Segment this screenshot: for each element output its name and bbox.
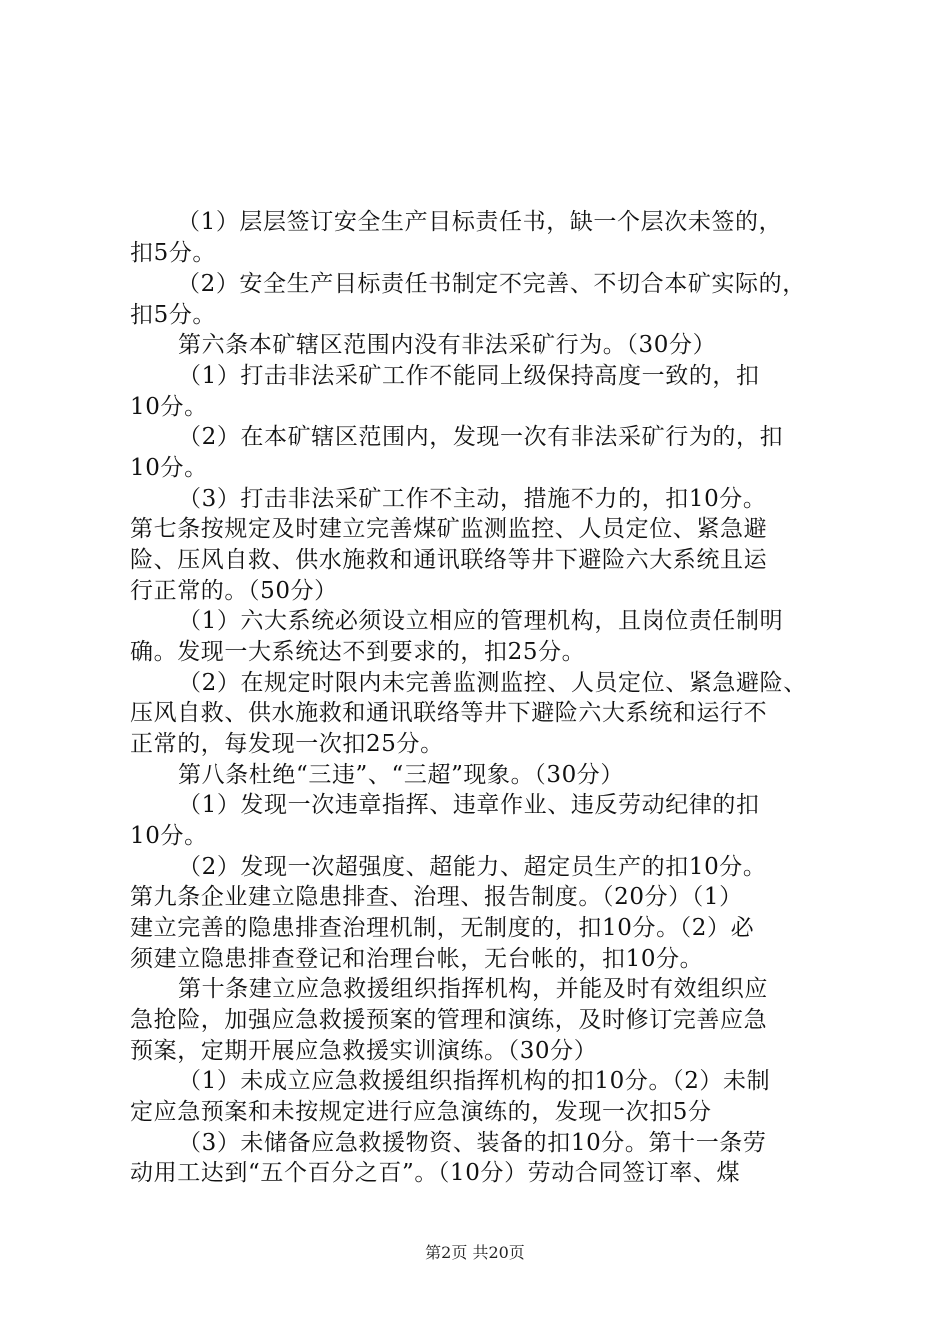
body-line-22: （2）发现一次超强度、超能力、超定员生产的扣10分。 [178,854,767,880]
body-line-18: 正常的，每发现一次扣25分。 [130,731,444,757]
body-line-20: （1）发现一次违章指挥、违章作业、违反劳动纪律的扣 [178,792,760,818]
body-line-3: （2）安全生产目标责任书制定不完善、不切合本矿实际的， [177,271,806,297]
body-line-6: （1）打击非法采矿工作不能同上级保持高度一致的，扣 [178,363,760,389]
body-line-5: 第六条本矿辖区范围内没有非法采矿行为。（30分） [178,332,717,358]
body-line-32: 动用工达到“五个百分之百”。（10分）劳动合同签订率、煤 [130,1160,741,1186]
body-line-16: （2）在规定时限内未完善监测监控、人员定位、紧急避险、 [178,670,807,696]
body-line-24: 建立完善的隐患排查治理机制，无制度的，扣10分。（2）必 [130,915,755,941]
body-line-11: 第七条按规定及时建立完善煤矿监测监控、人员定位、紧急避 [130,516,768,542]
body-line-21: 10分。 [130,823,208,849]
body-line-30: 定应急预案和未按规定进行应急演练的，发现一次扣5分 [130,1099,712,1125]
body-line-9: 10分。 [130,455,208,481]
body-line-2: 扣5分。 [130,240,217,266]
body-line-7: 10分。 [130,394,208,420]
body-line-1: （1）层层签订安全生产目标责任书，缺一个层次未签的， [177,209,783,235]
body-line-31: （3）未储备应急救援物资、装备的扣10分。第十一条劳 [178,1130,767,1156]
body-line-28: 预案，定期开展应急救援实训演练。（30分） [130,1038,598,1064]
body-line-25: 须建立隐患排查登记和治理台帐，无台帐的，扣10分。 [130,946,704,972]
body-line-23: 第九条企业建立隐患排查、治理、报告制度。（20分）（1） [130,884,743,910]
body-line-27: 急抢险，加强应急救援预案的管理和演练，及时修订完善应急 [130,1007,768,1033]
body-line-17: 压风自救、供水施救和通讯联络等井下避险六大系统和运行不 [130,700,768,726]
body-line-4: 扣5分。 [130,302,217,328]
body-line-19: 第八条杜绝“三违”、“三超”现象。（30分） [178,762,624,788]
body-line-15: 确。发现一大系统达不到要求的，扣25分。 [130,639,586,665]
body-line-12: 险、压风自救、供水施救和通讯联络等井下避险六大系统且运 [130,547,768,573]
body-line-8: （2）在本矿辖区范围内，发现一次有非法采矿行为的，扣 [178,424,784,450]
body-line-13: 行正常的。（50分） [130,578,338,604]
body-line-10: （3）打击非法采矿工作不主动，措施不力的，扣10分。 [178,486,767,512]
page-number-footer: 第2页 共20页 [425,1243,525,1262]
body-line-29: （1）未成立应急救援组织指挥机构的扣10分。（2）未制 [178,1068,771,1094]
body-line-14: （1）六大系统必须设立相应的管理机构，且岗位责任制明 [178,608,784,634]
body-line-26: 第十条建立应急救援组织指挥机构，并能及时有效组织应 [178,976,768,1002]
